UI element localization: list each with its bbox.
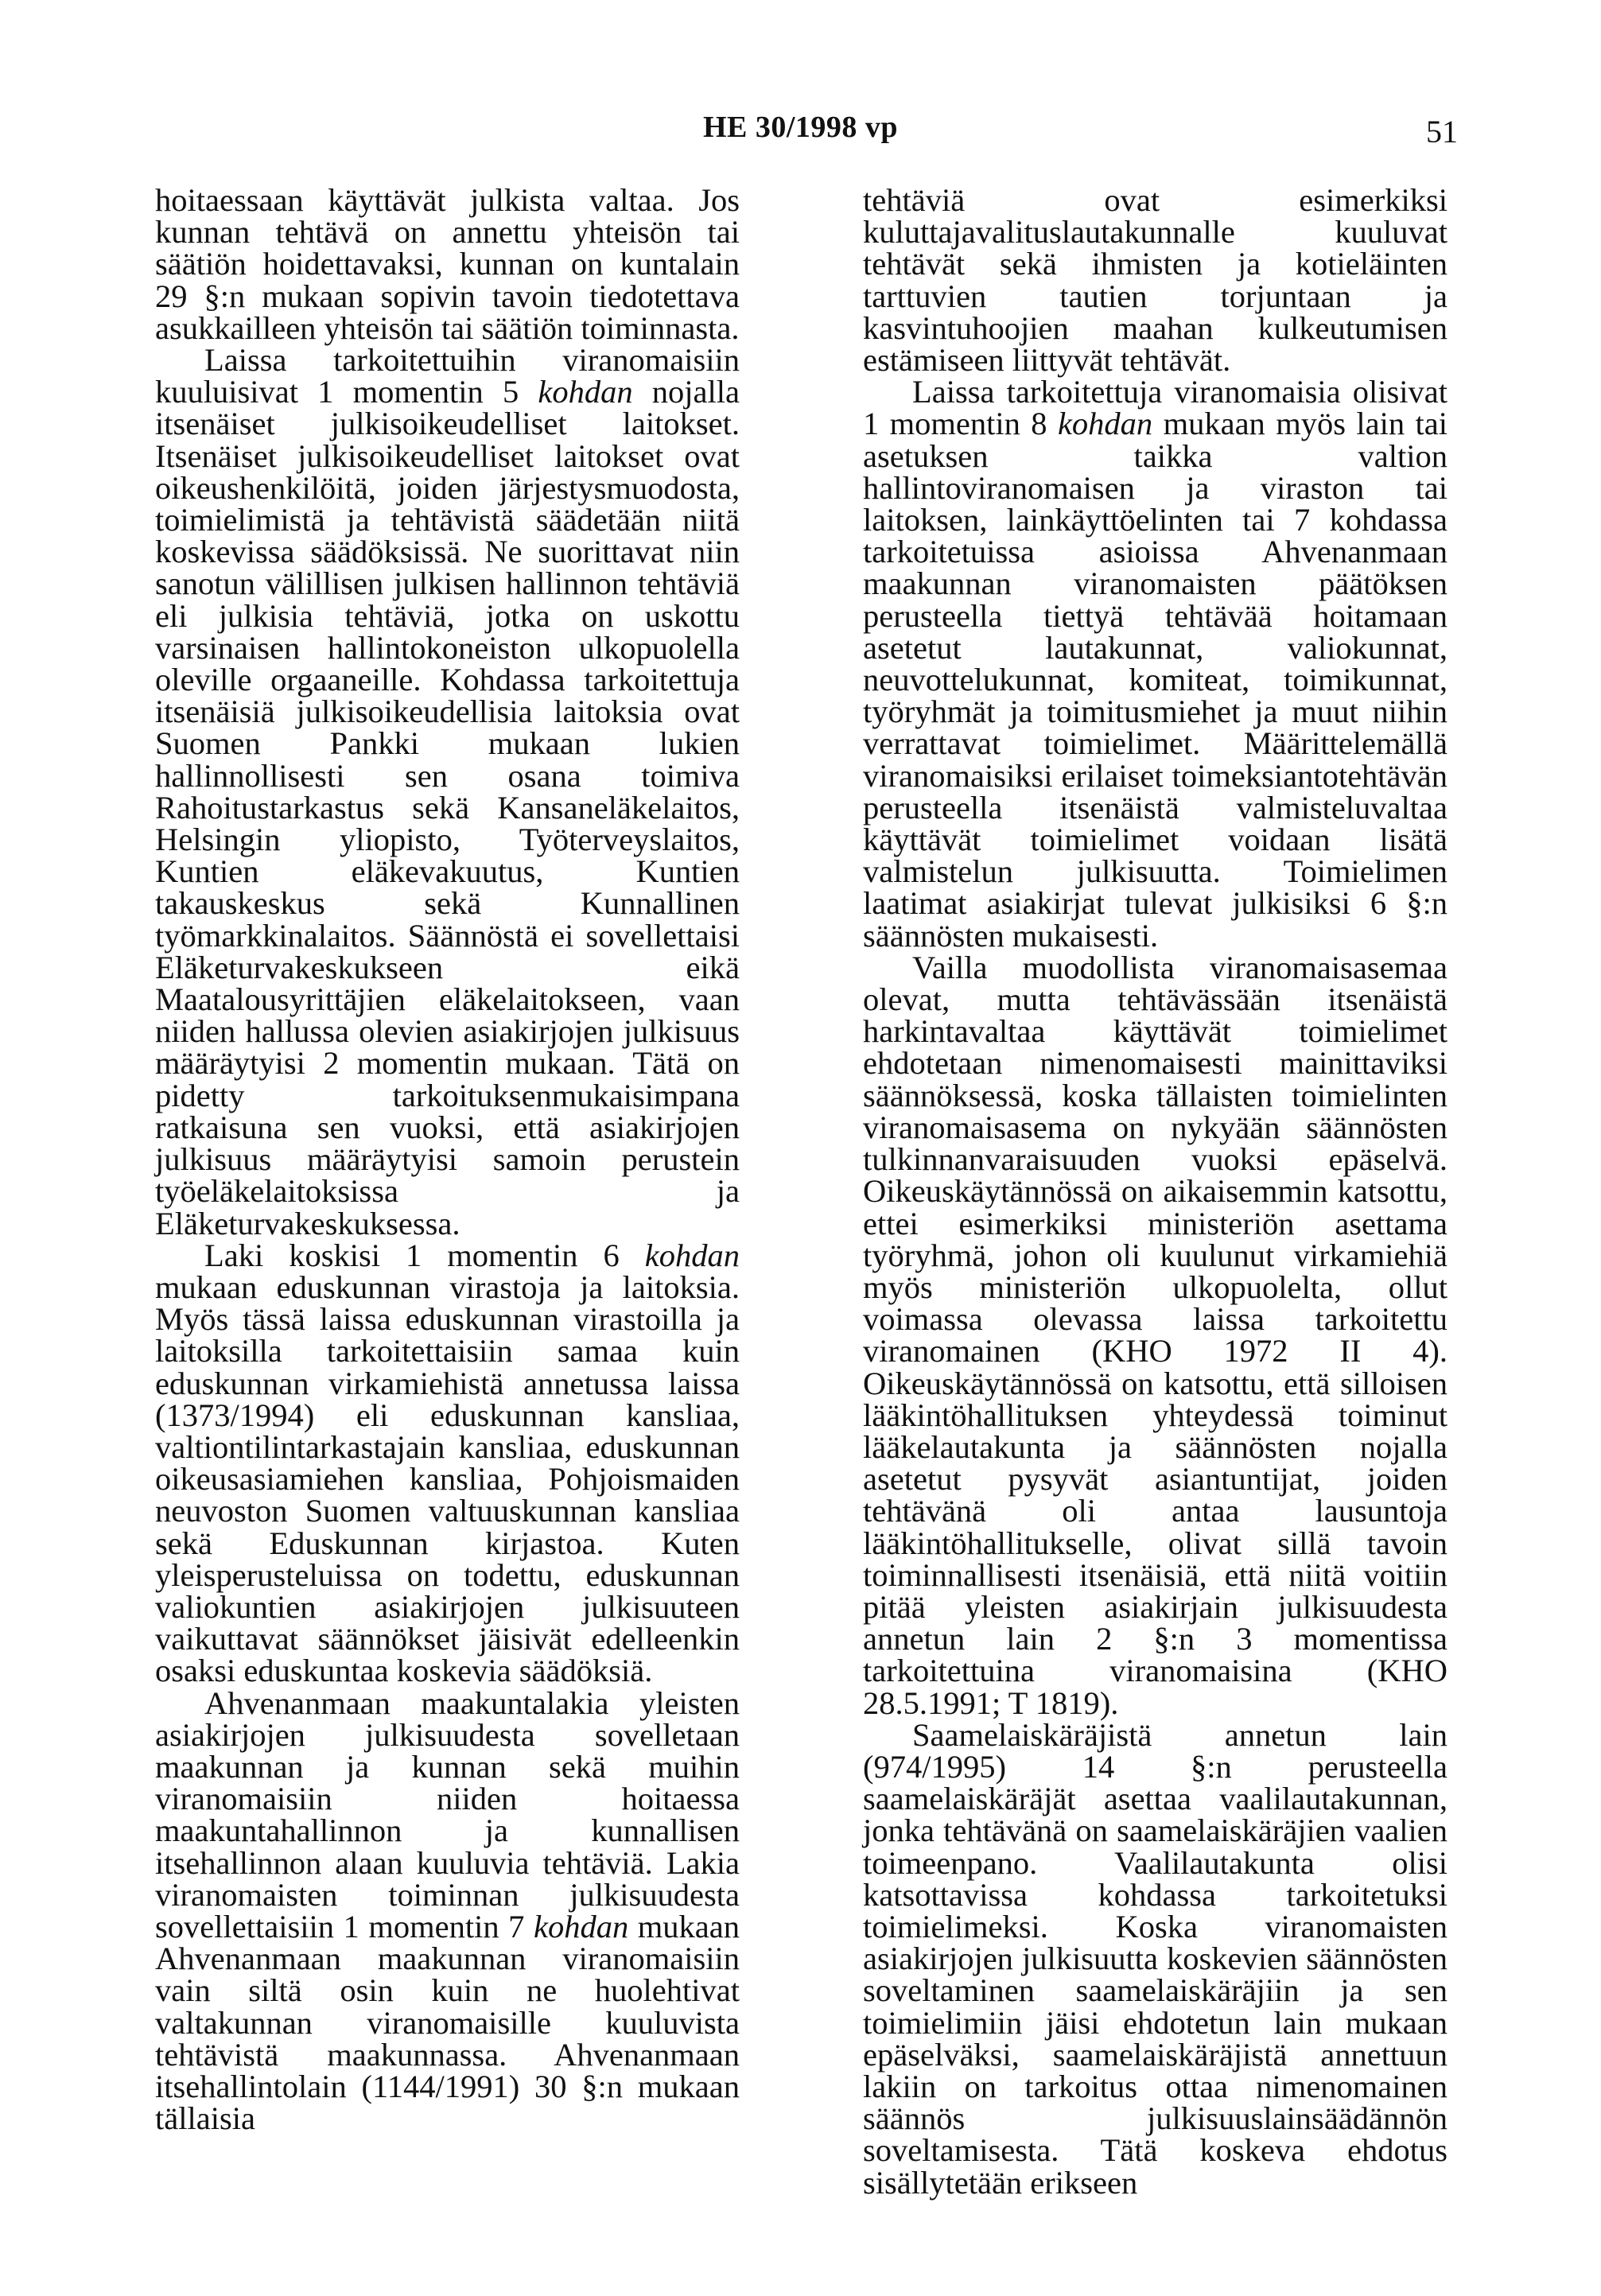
left-column <box>155 182 740 2137</box>
text-run: nojalla itsenäiset julkisoikeudelliset laitokset. Itsenäiset julkisoikeudelliset laitokset ovat oikeushenkilöitä, joiden järjestysmuodosta, toimielimistä ja tehtävistä säädetään niitä koskevissa säädöksissä. Ne suorittavat niin sanotun välillisen julkisen hallinnon tehtäviä eli julkisia tehtäviä, jotka on uskottu varsinaisen hallintokoneiston ulkopuolella oleville orgaaneille. Kohdassa tarkoitettuja itsenäisiä julkisoikeudellisia laitoksia ovat Suomen Pankki mukaan lukien hallinnollisesti sen osana toimiva Rahoitustarkastus sekä Kansaneläkelaitos, Helsingin yliopisto, Työterveyslaitos, Kuntien eläkevakuutus, Kuntien takauskeskus sekä Kunnallinen työmarkkinalaitos. Säännöstä ei sovellettaisi Eläketurvakeskukseen eikä Maatalousyrittäjien eläkelaitokseen, vaan niiden hallussa olevien asiakirjojen julkisuus määräytyisi 2 momentin mukaan. Tätä on pidetty tarkoituksenmukaisimpana ratkaisuna sen vuoksi, että asiakirjojen julkisuus määräytyisi samoin perustein työeläkelaitoksissa ja Eläketurvakeskuksessa. <box>155 374 740 1241</box>
paragraph <box>155 344 740 1240</box>
document-id: HE 30/1998 vp <box>702 111 899 144</box>
italic-text: kohdan <box>1057 406 1153 442</box>
text-run: Laissa tarkoitettuja viranomaisia olisivat 1 momentin 8 <box>863 374 1448 442</box>
text-run: mukaan eduskunnan virastoja ja laitoksia. Myös tässä laissa eduskunnan virastoilla ja laitoksilla tarkoitettaisiin samaa kuin eduskunnan virkamiehistä annetussa laissa (1373/1994) eli eduskunnan kansliaa, valtiontilintarkastajain kansliaa, eduskunnan oikeusasiamiehen kansliaa, Pohjoismaiden neuvoston Suomen valtuuskunnan kansliaa sekä Eduskunnan kirjastoa. Kuten yleisperusteluissa on todettu, eduskunnan valiokuntien asiakirjojen julkisuuteen vaikuttavat säännökset jäisivät edelleenkin osaksi eduskuntaa koskevia säädöksiä. <box>155 1268 740 1689</box>
paragraph: hoitaessaan käyttävät julkista valtaa. Jos kunnan tehtävä on annettu yhteisön tai säätiön hoidettavaksi, kunnan on kuntalain 29 §:n mukaan sopivin tavoin tiedotettava asukkailleen yhteisön tai säätiön toiminnasta. <box>155 182 740 346</box>
paragraph <box>155 1237 740 1689</box>
page-header <box>0 110 1601 157</box>
right-column <box>863 182 1448 2201</box>
paragraph <box>155 1684 740 2137</box>
italic-text: kohdan <box>538 374 633 410</box>
text-run: Laki koskisi 1 momentin 6 <box>204 1237 620 1273</box>
text-run: mukaan myös lain tai asetuksen taikka valtion hallintoviranomaisen ja viraston tai laitoksen, lainkäyttöelinten tai 7 kohdassa tarkoitetuissa asioissa Ahvenanmaan maakunnan viranomaisten päätöksen perusteella tiettyä tehtävää hoitamaan asetetut lautakunnat, valiokunnat, neuvottelukunnat, komiteat, toimikunnat, työryhmät ja toimitusmiehet ja muut niihin verrattavat toimielimet. Määrittelemällä viranomaisiksi erilaiset toimeksiantotehtävän perusteella itsenäistä valmisteluvaltaa käyttävät toimielimet voidaan lisätä valmistelun julkisuutta. Toimielimen laatimat asiakirjat tulevat julkisiksi 6 §:n säännösten mukaisesti. <box>863 406 1448 954</box>
italic-text: kohdan <box>533 1908 629 1944</box>
paragraph: tehtäviä ovat esimerkiksi kuluttajavalituslautakunnalle kuuluvat tehtävät sekä ihmisten ja kotieläinten tarttuvien tautien torjuntaan ja kasvintuhoojien maahan kulkeutumisen estämiseen liittyvät tehtävät. <box>863 182 1448 379</box>
italic-text: kohdan <box>644 1237 740 1273</box>
page-number: 51 <box>1426 114 1458 150</box>
paragraph: Saamelaiskäräjistä annetun lain (974/1995) 14 §:n perusteella saamelaiskäräjät asettaa vaalilautakunnan, jonka tehtävänä on saamelaiskäräjien vaalien toimeenpano. Vaalilautakunta olisi katsottavissa kohdassa tarkoitetuksi toimielimeksi. Koska viranomaisten asiakirjojen julkisuutta koskevien säännösten soveltaminen saamelaiskäräjiin ja sen toimielimiin jäisi ehdotetun lain mukaan epäselväksi, saamelaiskäräjistä annettuun lakiin on tarkoitus ottaa nimenomainen säännös julkisuuslainsäädännön soveltamisesta. Tätä koskeva ehdotus sisällytetään erikseen <box>863 1716 1448 2201</box>
paragraph: Vailla muodollista viranomaisasemaa olevat, mutta tehtävässään itsenäistä harkintavaltaa käyttävät toimielimet ehdotetaan nimenomaisesti mainittaviksi säännöksessä, koska tällaisten toimielinten viranomaisasema on nykyään säännösten tulkinnanvaraisuuden vuoksi epäselvä. Oikeuskäytännössä on aikaisemmin katsottu, ettei esimerkiksi ministeriön asettama työryhmä, johon oli kuulunut virkamiehiä myös ministeriön ulkopuolelta, ollut voimassa olevassa laissa tarkoitettu viranomainen (KHO 1972 II 4). Oikeuskäytännössä on katsottu, että silloisen lääkintöhallituksen yhteydessä toiminut lääkelautakunta ja säännösten nojalla asetetut pysyvät asiantuntijat, joiden tehtävänä oli antaa lausuntoja lääkintöhallitukselle, olivat sillä tavoin toiminnallisesti itsenäisiä, että niitä voitiin pitää yleisten asiakirjain julkisuudesta annetun lain 2 §:n 3 momentissa tarkoitettuina viranomaisina (KHO 28.5.1991; T 1819). <box>863 949 1448 1721</box>
text-run: mukaan Ahvenanmaan maakunnan viranomaisiin vain siltä osin kuin ne huolehtivat valtakunnan viranomaisille kuuluvista tehtävistä maakunnassa. Ahvenanmaan itsehallintolain (1144/1991) 30 §:n mukaan tällaisia <box>155 1908 740 2137</box>
text-run: Laissa tarkoitettuihin viranomaisiin kuuluisivat 1 momentin 5 <box>155 342 740 410</box>
text-run: Ahvenanmaan maakuntalakia yleisten asiakirjojen julkisuudesta sovelletaan maakunnan ja kunnan sekä muihin viranomaisiin niiden hoitaessa maakuntahallinnon ja kunnallisen itsehallinnon alaan kuuluvia tehtäviä. Lakia viranomaisten toiminnan julkisuudesta sovellettaisiin 1 momentin 7 <box>155 1684 740 1944</box>
paragraph <box>863 376 1448 952</box>
